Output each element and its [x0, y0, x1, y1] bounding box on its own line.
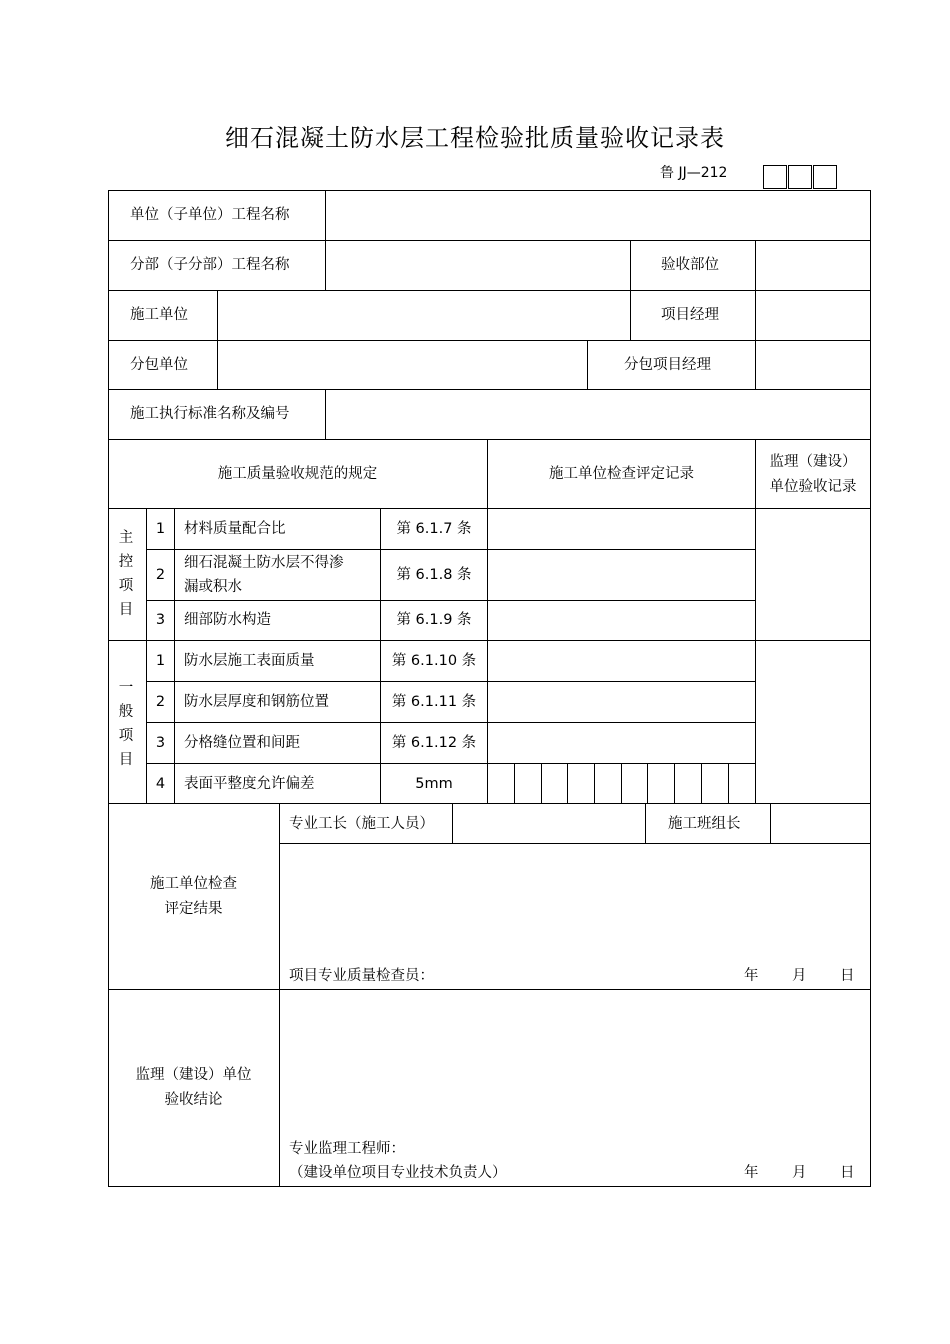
project-manager-label: 项目经理: [661, 307, 719, 323]
subcontract-unit-field[interactable]: [219, 342, 585, 387]
deviation-measure-cells[interactable]: [489, 765, 754, 802]
construction-check-label: 施工单位检查: [150, 876, 237, 892]
subcontract-manager-label: 分包项目经理: [624, 357, 711, 373]
code-box-1[interactable]: [763, 165, 787, 189]
supervision-engineer-label: 专业监理工程师：: [289, 1141, 405, 1157]
subcontract-manager-field[interactable]: [757, 342, 868, 387]
foreman-label: 专业工长（施工人员）: [289, 816, 434, 832]
construction-check-label-line2: 评定结果: [164, 901, 223, 917]
sub-project-label: 分部（子分部）工程名称: [130, 257, 290, 273]
project-manager-field[interactable]: [757, 292, 868, 338]
construction-unit-field[interactable]: [219, 292, 628, 338]
standard-field[interactable]: [327, 391, 868, 437]
spec-column-header: 施工质量验收规范的规定: [217, 466, 378, 482]
team-leader-label: 施工班组长: [668, 816, 741, 832]
acceptance-part-label: 验收部位: [661, 257, 719, 273]
owner-representative-label: （建设单位项目专业技术负责人）: [289, 1165, 507, 1181]
sub-project-field[interactable]: [327, 242, 628, 288]
check-record-cell[interactable]: [489, 724, 754, 762]
supervision-column-header: 监理（建设）: [769, 454, 857, 470]
team-leader-field[interactable]: [772, 805, 869, 842]
code-box-2[interactable]: [788, 165, 812, 189]
foreman-field[interactable]: [454, 805, 644, 842]
conclusion-month-label: 月: [792, 1165, 807, 1181]
code-box-3[interactable]: [813, 165, 837, 189]
main-items-supervision-cell[interactable]: [757, 510, 869, 639]
check-record-cell[interactable]: [489, 551, 754, 599]
unit-project-label: 单位（子单位）工程名称: [130, 207, 290, 223]
conclusion-year-label: 年: [744, 1165, 759, 1181]
standard-label: 施工执行标准名称及编号: [130, 406, 290, 422]
form-code: 鲁 JJ—212: [660, 165, 728, 181]
check-year-label: 年: [744, 968, 759, 984]
conclusion-day-label: 日: [840, 1165, 855, 1181]
check-record-cell[interactable]: [489, 642, 754, 680]
construction-unit-label: 施工单位: [130, 307, 188, 323]
general-items-supervision-cell[interactable]: [757, 642, 869, 802]
check-day-label: 日: [840, 968, 855, 984]
supervision-conclusion-label-line2: 验收结论: [164, 1092, 223, 1108]
check-record-cell[interactable]: [489, 602, 754, 639]
supervision-column-header-line2: 单位验收记录: [769, 479, 857, 495]
unit-project-field[interactable]: [327, 192, 868, 238]
supervision-conclusion-field[interactable]: [281, 991, 869, 1136]
acceptance-part-field[interactable]: [757, 242, 868, 288]
check-record-cell[interactable]: [489, 683, 754, 721]
construction-check-result-field[interactable]: [281, 845, 869, 963]
inspector-label: 项目专业质量检查员：: [289, 968, 434, 984]
supervision-conclusion-label: 监理（建设）单位: [135, 1067, 252, 1083]
check-record-cell[interactable]: [489, 510, 754, 548]
check-record-column-header: 施工单位检查评定记录: [549, 466, 694, 482]
check-month-label: 月: [792, 968, 807, 984]
subcontract-unit-label: 分包单位: [130, 357, 188, 373]
page-title: 细石混凝土防水层工程检验批质量验收记录表: [225, 124, 725, 152]
